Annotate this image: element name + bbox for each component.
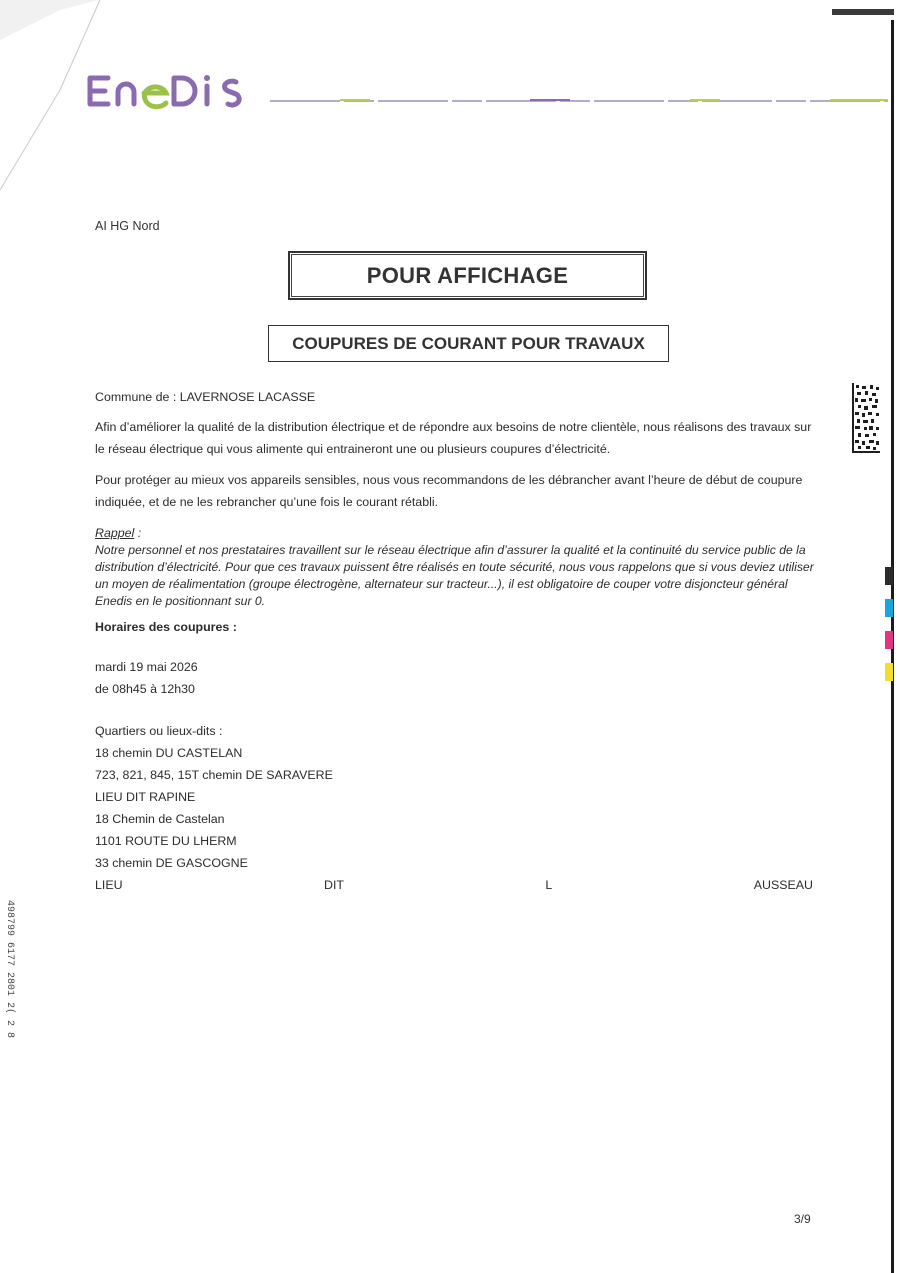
commune-line: Commune de : LAVERNOSE LACASSE	[95, 390, 316, 404]
headline-text: POUR AFFICHAGE	[366, 262, 569, 288]
rappel-section	[95, 525, 820, 610]
lieu-item: 1101 ROUTE DU LHERM	[95, 834, 237, 848]
print-registration-marks	[885, 567, 893, 695]
coupures-title-box	[268, 325, 669, 362]
lieu-word: LIEU	[95, 878, 123, 892]
lieu-item: LIEU DIT RAPINE	[95, 790, 196, 804]
registration-mark	[885, 663, 893, 681]
lieu-word: AUSSEAU	[753, 878, 813, 892]
schedule-block	[95, 656, 820, 700]
horaires-title: Horaires des coupures :	[95, 620, 237, 634]
subheadline-text: COUPURES DE COURANT POUR TRAVAUX	[292, 333, 645, 353]
rappel-colon: :	[134, 526, 142, 540]
rappel-text: Notre personnel et nos prestataires travaillent sur le réseau électrique afin d’assurer la qualité et la continuité du service public de la distribution d’électricité. Pour que ces travaux puissent être réalisés en toute sécurité, nous vous rappelons que si vous deviez utiliser un moyen de réalimentation (groupe électrogène, alternateur sur tracteur...), il est obligatoire de couper votre disjoncteur général Enedis en le positionnant sur 0.	[95, 543, 814, 608]
lieux-title: Quartiers ou lieux-dits :	[95, 724, 223, 738]
notice-body	[95, 386, 820, 896]
lieu-item: 18 chemin DU CASTELAN	[95, 746, 243, 760]
pour-affichage-box	[288, 251, 647, 300]
scan-mark-top	[832, 9, 894, 15]
intro-paragraph: Afin d’améliorer la qualité de la distribution électrique et de répondre aux besoins de notre clientèle, nous réalisons des travaux sur le réseau électrique qui vous alimente qui entraineront une ou plusieurs coupures d’électricité.	[95, 420, 812, 456]
header-rule	[270, 96, 888, 104]
lieu-justified-row	[95, 874, 813, 896]
registration-mark	[885, 567, 893, 585]
registration-mark	[885, 631, 893, 649]
registration-mark	[885, 599, 893, 617]
lieu-word: DIT	[324, 878, 344, 892]
page-number: 3/9	[794, 1212, 811, 1226]
lieu-item: 18 Chemin de Castelan	[95, 812, 225, 826]
lieu-item: 33 chemin DE GASCOGNE	[95, 856, 248, 870]
protection-paragraph: Pour protéger au mieux vos appareils sensibles, nous vous recommandons de les débrancher avant l’heure de début de coupure indiquée, et de ne les rebrancher qu’une fois le courant rétabli.	[95, 473, 803, 509]
outage-time: de 08h45 à 12h30	[95, 682, 195, 696]
datamatrix-code	[852, 383, 880, 453]
outage-date: mardi 19 mai 2026	[95, 660, 198, 674]
lieu-word: L	[545, 878, 553, 892]
recipient-label: AI HG Nord	[95, 219, 160, 233]
lieux-section	[95, 720, 820, 896]
scan-side-code: 498799 6177 2801 2( 2 8	[4, 900, 15, 1039]
rappel-title: Rappel	[95, 526, 135, 540]
lieu-item: 723, 821, 845, 15T chemin DE SARAVERE	[95, 768, 333, 782]
enedis-logo	[86, 66, 258, 116]
